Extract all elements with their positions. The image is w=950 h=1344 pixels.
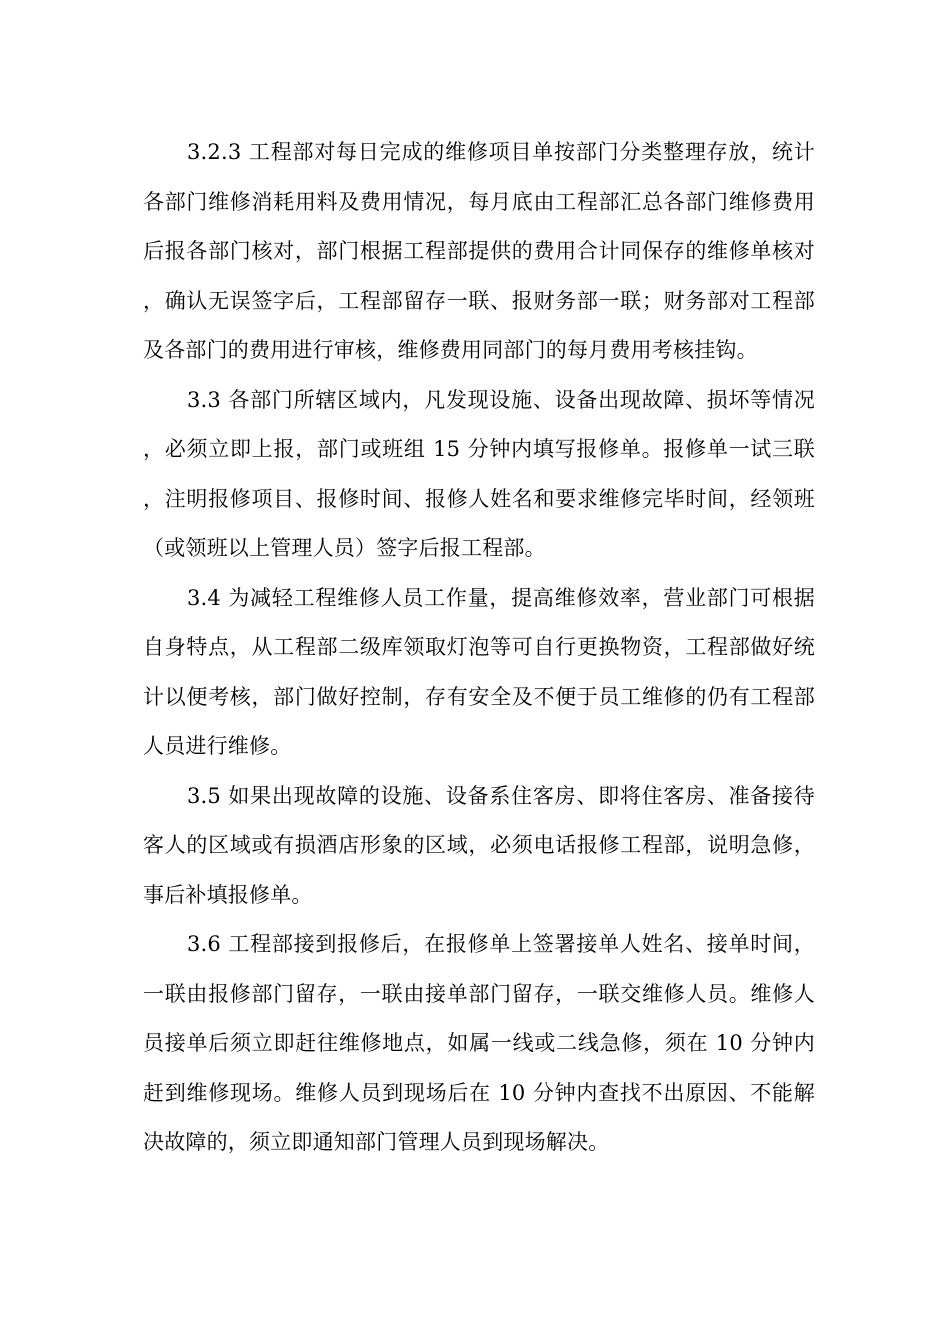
paragraph-3-6: 3.6 工程部接到报修后，在报修单上签署接单人姓名、接单时间，一联由报修部门留存，一联由接单部门留存，一联交维修人员。维修人员接单后须立即赶往维修地点，如属一线或二线急修，须在 10 分钟内赶到维修现场。维修人员到现场后在 10 分钟内查找不出原因、不能解决故障的，须立即通知部门管理人员到现场解决。: [143, 932, 815, 1154]
paragraph-3-3: 3.3 各部门所辖区域内，凡发现设施、设备出现故障、损坏等情况，必须立即上报，部门或班组 15 分钟内填写报修单。报修单一试三联，注明报修项目、报修时间、报修人姓名和要求维修完毕时间，经领班（或领班以上管理人员）签字后报工程部。: [143, 387, 815, 560]
document-body: [143, 128, 815, 1168]
paragraph-3-5: 3.5 如果出现故障的设施、设备系住客房、即将住客房、准备接待客人的区域或有损酒店形象的区域，必须电话报修工程部，说明急修，事后补填报修单。: [143, 783, 815, 907]
paragraph-3-2-3: 3.2.3 工程部对每日完成的维修项目单按部门分类整理存放，统计各部门维修消耗用料及费用情况，每月底由工程部汇总各部门维修费用后报各部门核对，部门根据工程部提供的费用合计同保存的维修单核对，确认无误签字后，工程部留存一联、报财务部一联；财务部对工程部及各部门的费用进行审核，维修费用同部门的每月费用考核挂钩。: [143, 140, 815, 362]
paragraph-3-4: 3.4 为减轻工程维修人员工作量，提高维修效率，营业部门可根据自身特点，从工程部二级库领取灯泡等可自行更换物资，工程部做好统计以便考核，部门做好控制，存有安全及不便于员工维修的仍有工程部人员进行维修。: [143, 585, 815, 758]
